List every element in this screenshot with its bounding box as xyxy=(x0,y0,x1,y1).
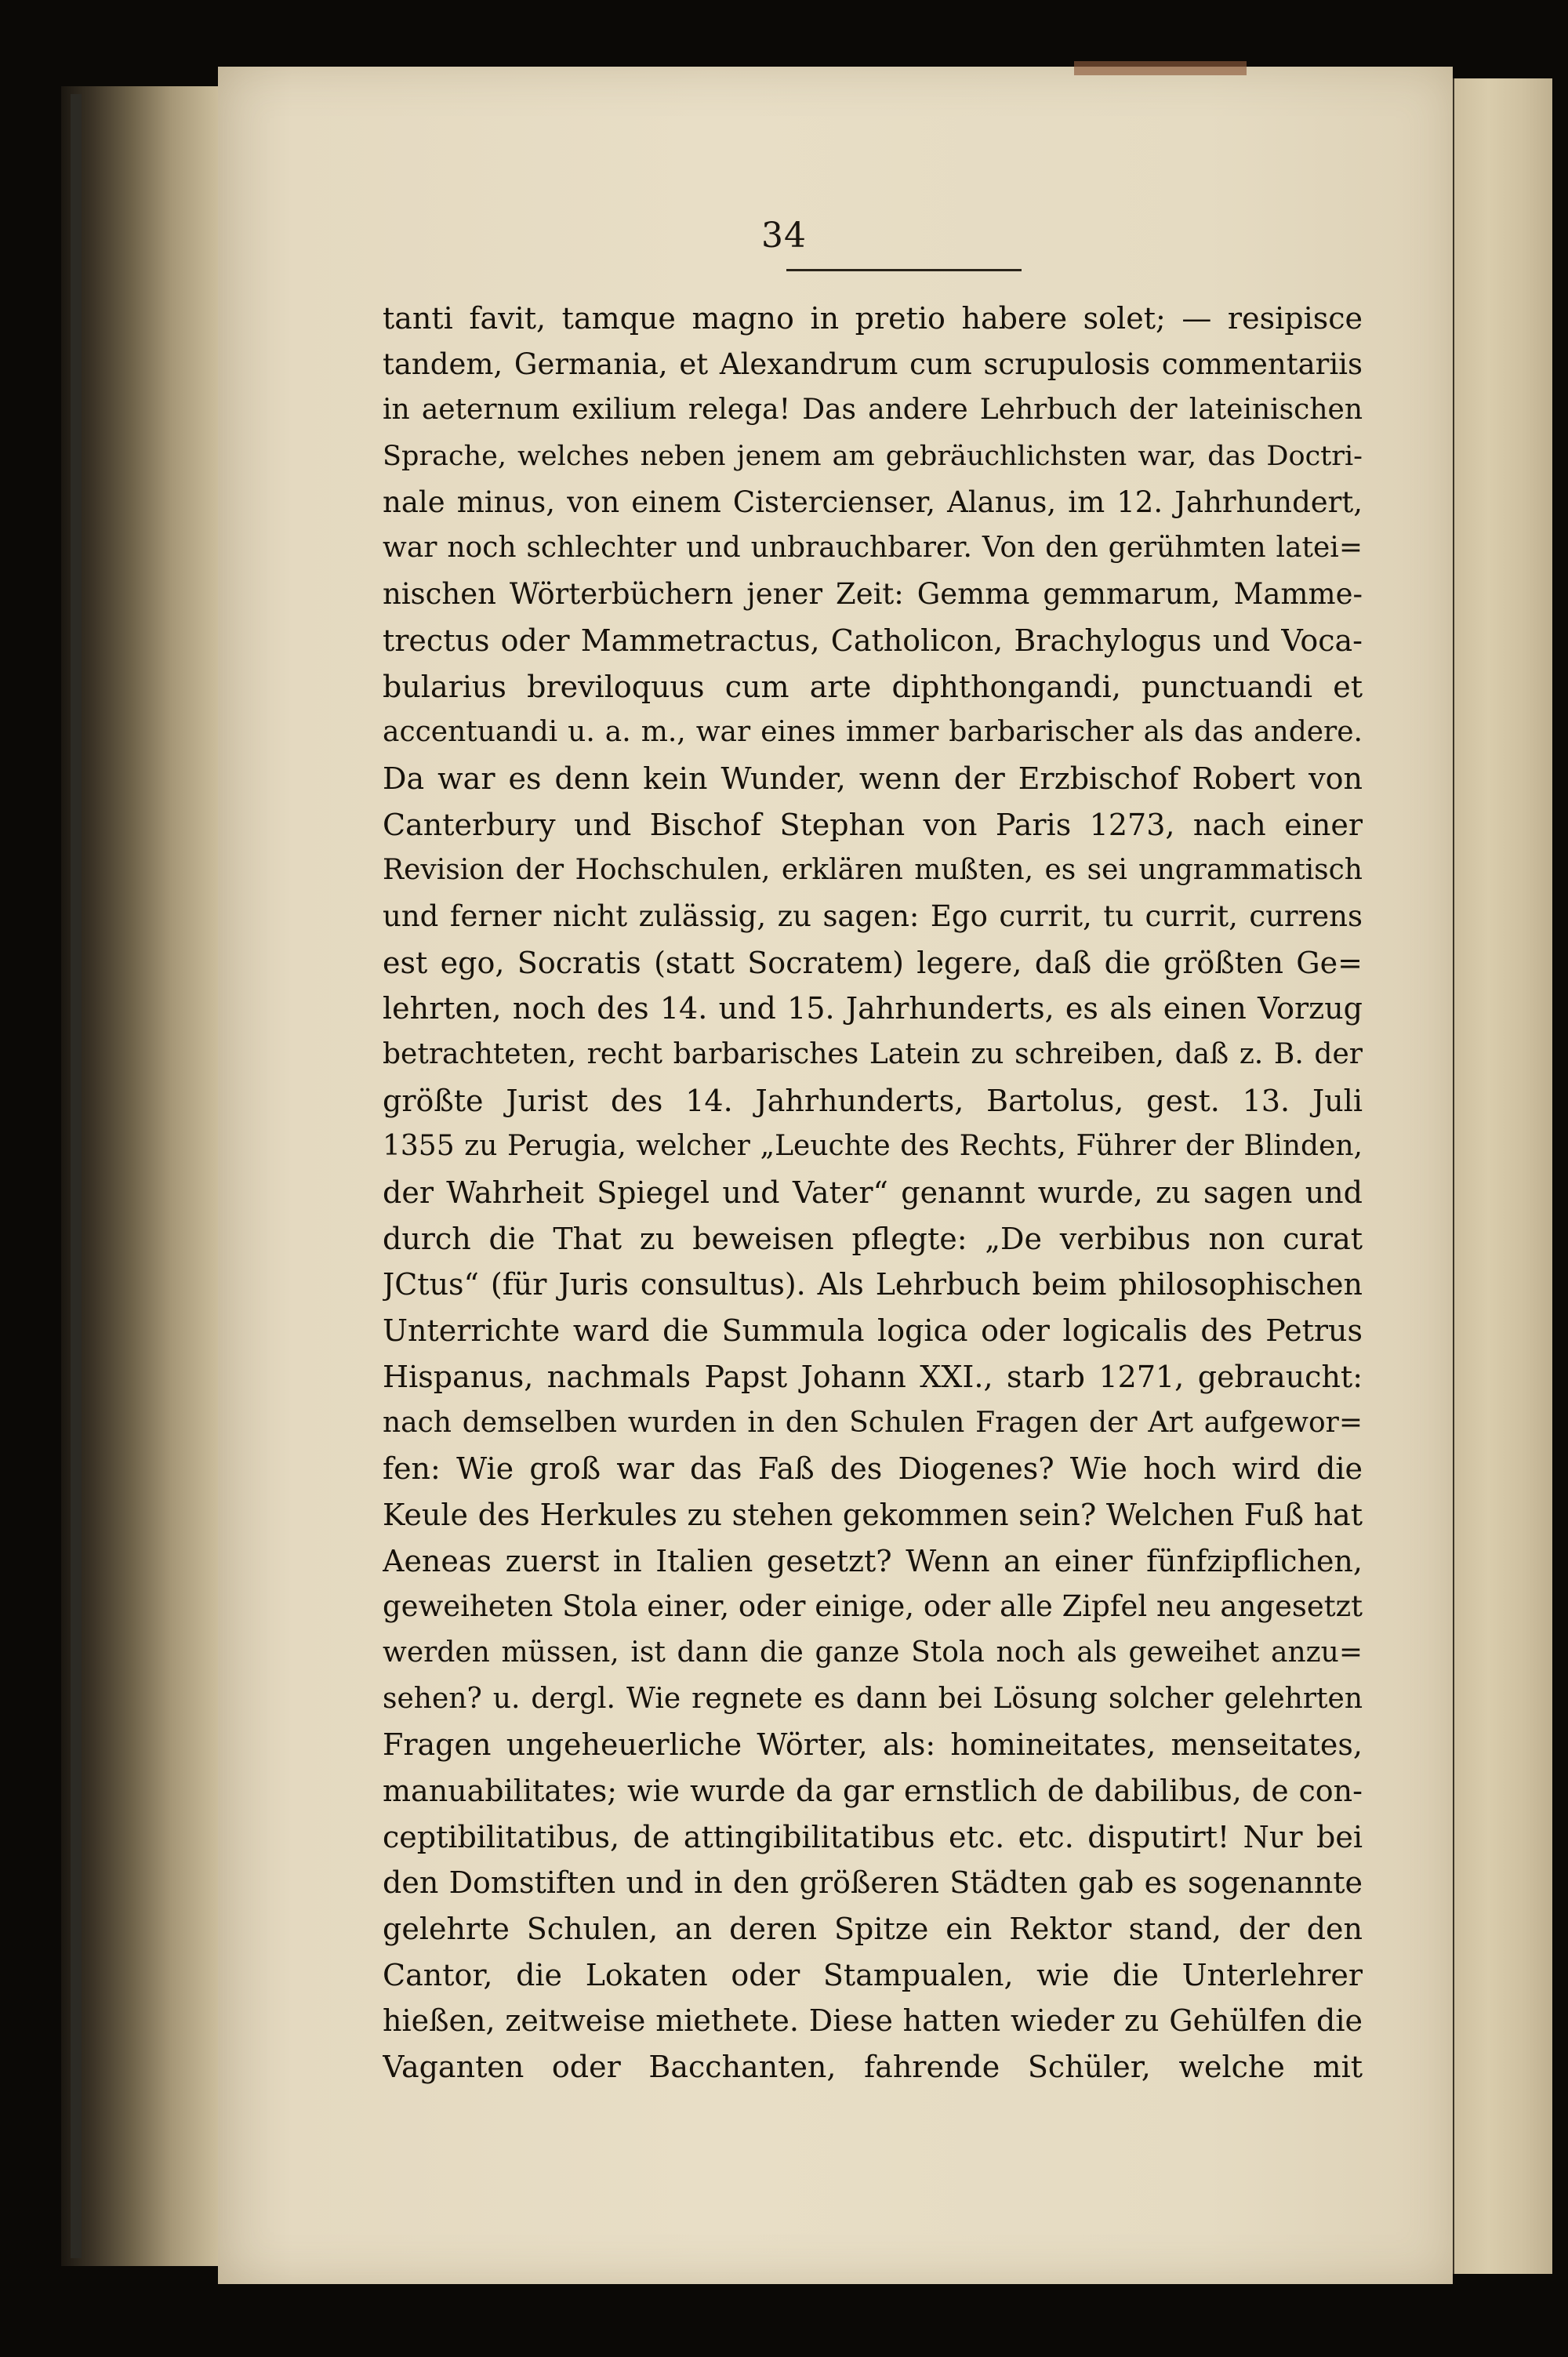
text-line: nach demselben wurden in den Schulen Fragen der Art aufgewor= xyxy=(383,1406,1363,1439)
text-line: ceptibilitatibus, de attingibilitatibus etc. etc. disputirt! Nur bei xyxy=(383,1819,1363,1854)
text-line: est ego, Socratis (statt Socratem) legere, daß die größten Ge= xyxy=(383,945,1363,980)
text-line: Keule des Herkules zu stehen gekommen sein? Welchen Fuß hat xyxy=(383,1497,1363,1532)
text-line: nischen Wörterbüchern jener Zeit: Gemma gemmarum, Mamme- xyxy=(383,577,1363,612)
text-line: der Wahrheit Spiegel und Vater“ genannt wurde, zu sagen und xyxy=(383,1175,1363,1211)
text-line: Da war es denn kein Wunder, wenn der Erzbischof Robert von xyxy=(383,761,1363,796)
text-line: nale minus, von einem Cistercienser, Alanus, im 12. Jahrhundert, xyxy=(383,485,1363,519)
left-book-binding xyxy=(61,86,218,2266)
text-line: trectus oder Mammetractus, Catholicon, Brachylogus und Voca- xyxy=(383,623,1363,658)
text-line: Aeneas zuerst in Italien gesetzt? Wenn an einer fünfzipflichen, xyxy=(383,1543,1363,1578)
text-line: war noch schlechter und unbrauchbarer. Von den gerühmten latei= xyxy=(383,532,1363,565)
text-line: lehrten, noch des 14. und 15. Jahrhunderts, es als einen Vorzug xyxy=(383,991,1363,1026)
text-line: Cantor, die Lokaten oder Stampualen, wie die Unterlehrer xyxy=(383,1957,1363,1992)
text-line: und ferner nicht zulässig, zu sagen: Ego currit, tu currit, currens xyxy=(383,899,1363,933)
text-line: tandem, Germania, et Alexandrum cum scrupulosis commentariis xyxy=(383,347,1363,381)
text-line: betrachteten, recht barbarisches Latein zu schreiben, daß z. B. der xyxy=(383,1038,1363,1070)
text-line: geweiheten Stola einer, oder einige, oder alle Zipfel neu angesetzt xyxy=(383,1589,1363,1624)
text-line: manuabilitates; wie wurde da gar ernstlich de dabilibus, de con- xyxy=(383,1774,1363,1808)
body-text xyxy=(383,296,1363,2090)
text-line: Revision der Hochschulen, erklären mußten, es sei ungrammatisch xyxy=(383,854,1363,887)
text-line: JCtus“ (für Juris consultus). Als Lehrbuch beim philosophischen xyxy=(383,1267,1363,1302)
page-number: 34 xyxy=(761,216,807,256)
text-line: gelehrte Schulen, an deren Spitze ein Rektor stand, der den xyxy=(383,1912,1363,1947)
text-line: sehen? u. dergl. Wie regnete es dann bei Lösung solcher gelehrten xyxy=(383,1682,1363,1715)
text-line: durch die That zu beweisen pflegte: „De verbibus non curat xyxy=(383,1221,1363,1256)
page-tab-mark xyxy=(1074,61,1247,75)
text-line: den Domstiften und in den größeren Städten gab es sogenannte xyxy=(383,1865,1363,1901)
text-line: hießen, zeitweise miethete. Diese hatten wieder zu Gehülfen die xyxy=(383,2003,1363,2039)
text-line: Sprache, welches neben jenem am gebräuchlichsten war, das Doctri- xyxy=(383,441,1363,473)
right-page-edge xyxy=(1454,78,1552,2274)
text-line: Unterrichte ward die Summula logica oder logicalis des Petrus xyxy=(383,1313,1363,1349)
text-line: Hispanus, nachmals Papst Johann XXI., starb 1271, gebraucht: xyxy=(383,1359,1363,1394)
text-line: Canterbury und Bischof Stephan von Paris 1273, nach einer xyxy=(383,807,1363,842)
text-line: fen: Wie groß war das Faß des Diogenes? Wie hoch wird die xyxy=(383,1451,1363,1487)
text-line: Fragen ungeheuerliche Wörter, als: homineitates, menseitates, xyxy=(383,1727,1363,1763)
text-line: Vaganten oder Bacchanten, fahrende Schüler, welche mit xyxy=(383,2050,1363,2085)
text-line: accentuandi u. a. m., war eines immer barbarischer als das andere. xyxy=(383,716,1363,749)
text-line: 1355 zu Perugia, welcher „Leuchte des Rechts, Führer der Blinden, xyxy=(383,1130,1363,1163)
text-line: bularius breviloquus cum arte diphthongandi, punctuandi et xyxy=(383,669,1363,704)
left-spine-edge xyxy=(71,94,82,2258)
text-line: tanti favit, tamque magno in pretio habere solet; — resipisce xyxy=(383,301,1363,336)
text-line: in aeternum exilium relega! Das andere Lehrbuch der lateinischen xyxy=(383,394,1363,427)
text-line: werden müssen, ist dann die ganze Stola noch als geweihet anzu= xyxy=(383,1636,1363,1669)
text-line: größte Jurist des 14. Jahrhunderts, Bartolus, gest. 13. Juli xyxy=(383,1083,1363,1118)
header-rule xyxy=(786,269,1022,271)
